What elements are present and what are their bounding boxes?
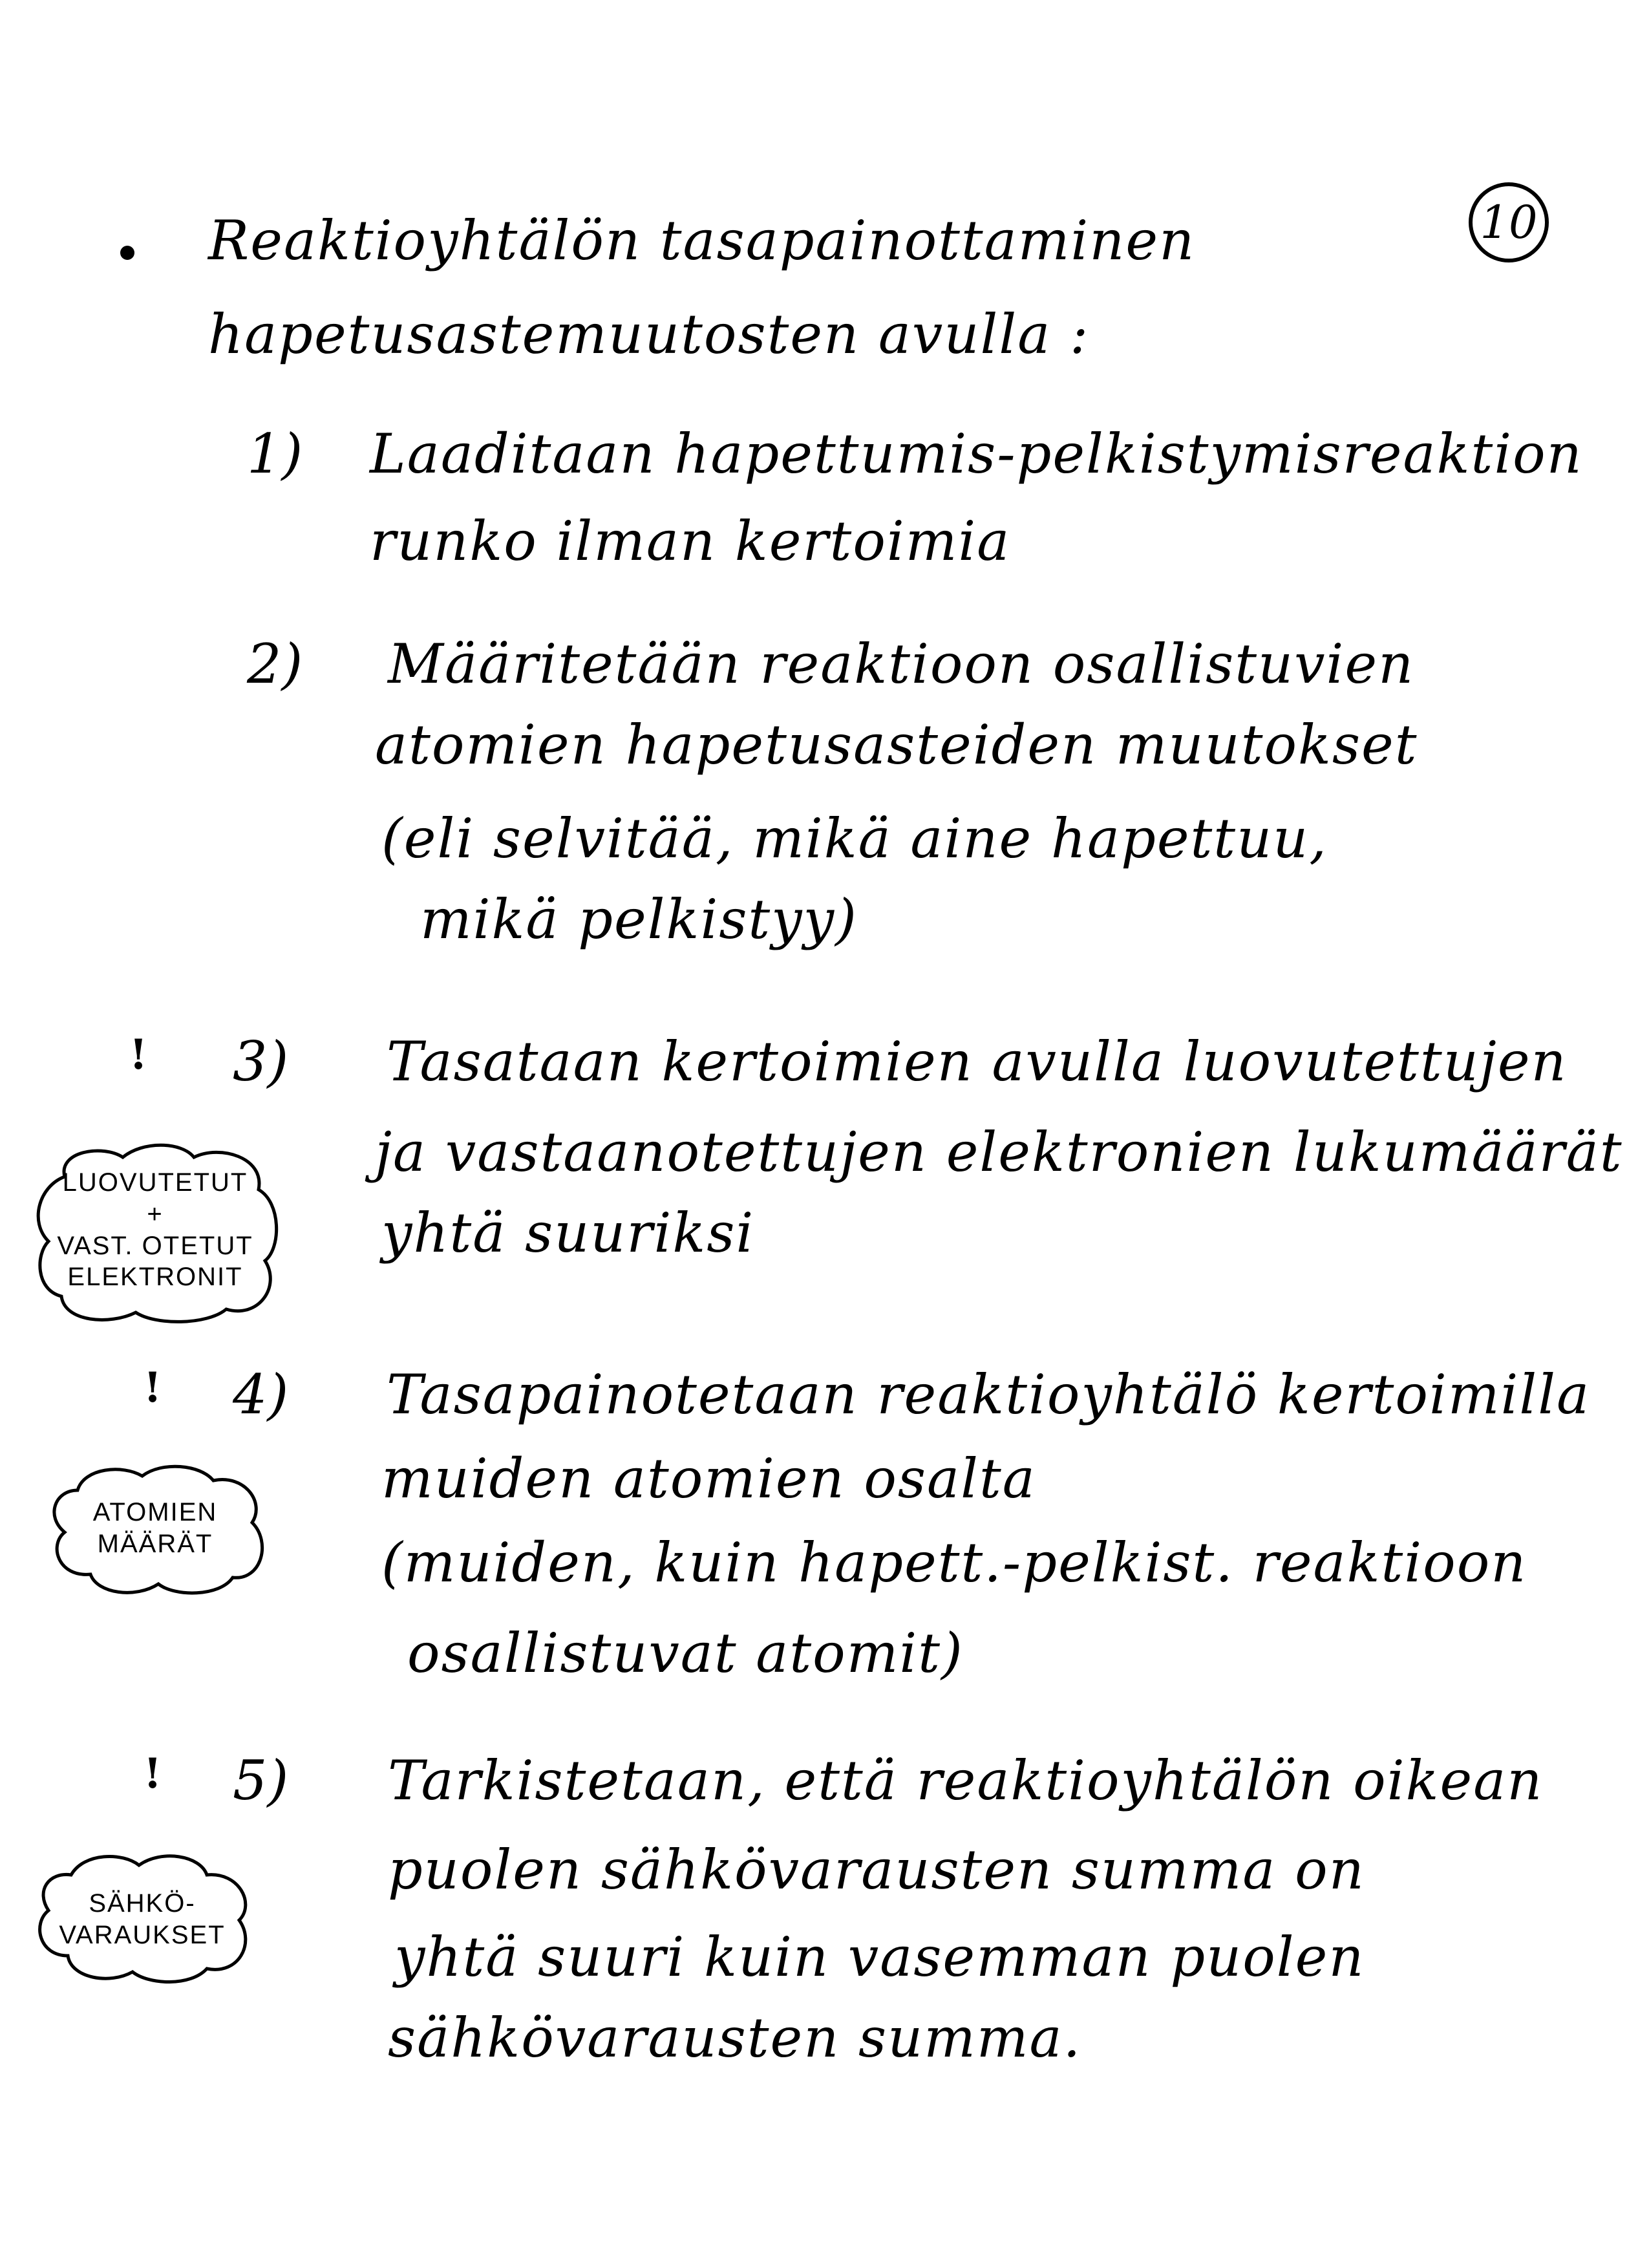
- step-5-line-4: sähkövarausten summa.: [388, 2006, 1082, 2070]
- step-5-line-1: Tarkistetaan, että reaktioyhtälön oikean: [388, 1749, 1544, 1812]
- step-2-line-2: atomien hapetusasteiden muutokset: [375, 713, 1418, 776]
- step-5-line-2: puolen sähkövarausten summa on: [388, 1838, 1365, 1901]
- exclamation-icon: !: [129, 1031, 148, 1079]
- note-3-line-1: SÄHKÖ-: [89, 1889, 196, 1918]
- step-1-line-1: Laaditaan hapettumis-pelkistymisreaktion: [370, 422, 1583, 486]
- step-4-line-3: (muiden, kuin hapett.-pelkist. reaktioon: [381, 1531, 1527, 1594]
- page-number: 10: [1480, 196, 1538, 249]
- heading-line-1: Reaktioyhtälön tasapainottaminen: [208, 209, 1196, 272]
- heading-line-2: hapetusastemuutosten avulla :: [208, 303, 1090, 366]
- note-1-line-4: ELEKTRONIT: [67, 1263, 243, 1292]
- step-2-line-1: Määritetään reaktioon osallistuvien: [388, 632, 1415, 696]
- page-number-circle: [1469, 182, 1549, 262]
- exclamation-icon: !: [144, 1364, 162, 1412]
- step-2-line-3: (eli selvitää, mikä aine hapettuu,: [381, 807, 1328, 870]
- step-3-line-3: yhtä suuriksi: [381, 1201, 755, 1265]
- step-3-line-2: ja vastaanotettujen elektronien lukumäärät: [375, 1120, 1623, 1184]
- step-3-line-1: Tasataan kertoimien avulla luovutettujen: [387, 1030, 1568, 1093]
- note-1-line-3: VAST. OTETUT: [57, 1231, 253, 1260]
- step-5-line-3: yhtä suuri kuin vasemman puolen: [394, 1925, 1365, 1989]
- bullet-icon: [120, 246, 134, 260]
- step-1-number: 1): [247, 422, 303, 486]
- note-1-line-2: +: [147, 1199, 164, 1228]
- step-4-number: 4): [233, 1363, 289, 1426]
- step-4-line-2: muiden atomien osalta: [381, 1447, 1036, 1510]
- note-3-line-2: VARAUKSET: [59, 1920, 226, 1949]
- note-cloud-charges: [26, 1846, 259, 1988]
- step-2-line-4: mikä pelkistyy): [420, 888, 858, 951]
- exclamation-icon: !: [144, 1749, 162, 1798]
- note-2-line-1: ATOMIEN: [92, 1498, 218, 1526]
- step-4-line-1: Tasapainotetaan reaktioyhtälö kertoimilla: [387, 1363, 1591, 1426]
- step-4-line-4: osallistuvat atomit): [407, 1621, 964, 1685]
- note-cloud-atoms: [39, 1458, 271, 1600]
- note-cloud-electrons: [26, 1138, 284, 1325]
- step-1-line-2: runko ilman kertoimia: [370, 509, 1011, 573]
- step-5-number: 5): [233, 1749, 289, 1812]
- note-1-line-1: LUOVUTETUT: [62, 1168, 248, 1197]
- note-2-line-2: MÄÄRÄT: [97, 1529, 213, 1558]
- step-3-number: 3): [233, 1030, 289, 1093]
- step-2-number: 2): [247, 632, 303, 696]
